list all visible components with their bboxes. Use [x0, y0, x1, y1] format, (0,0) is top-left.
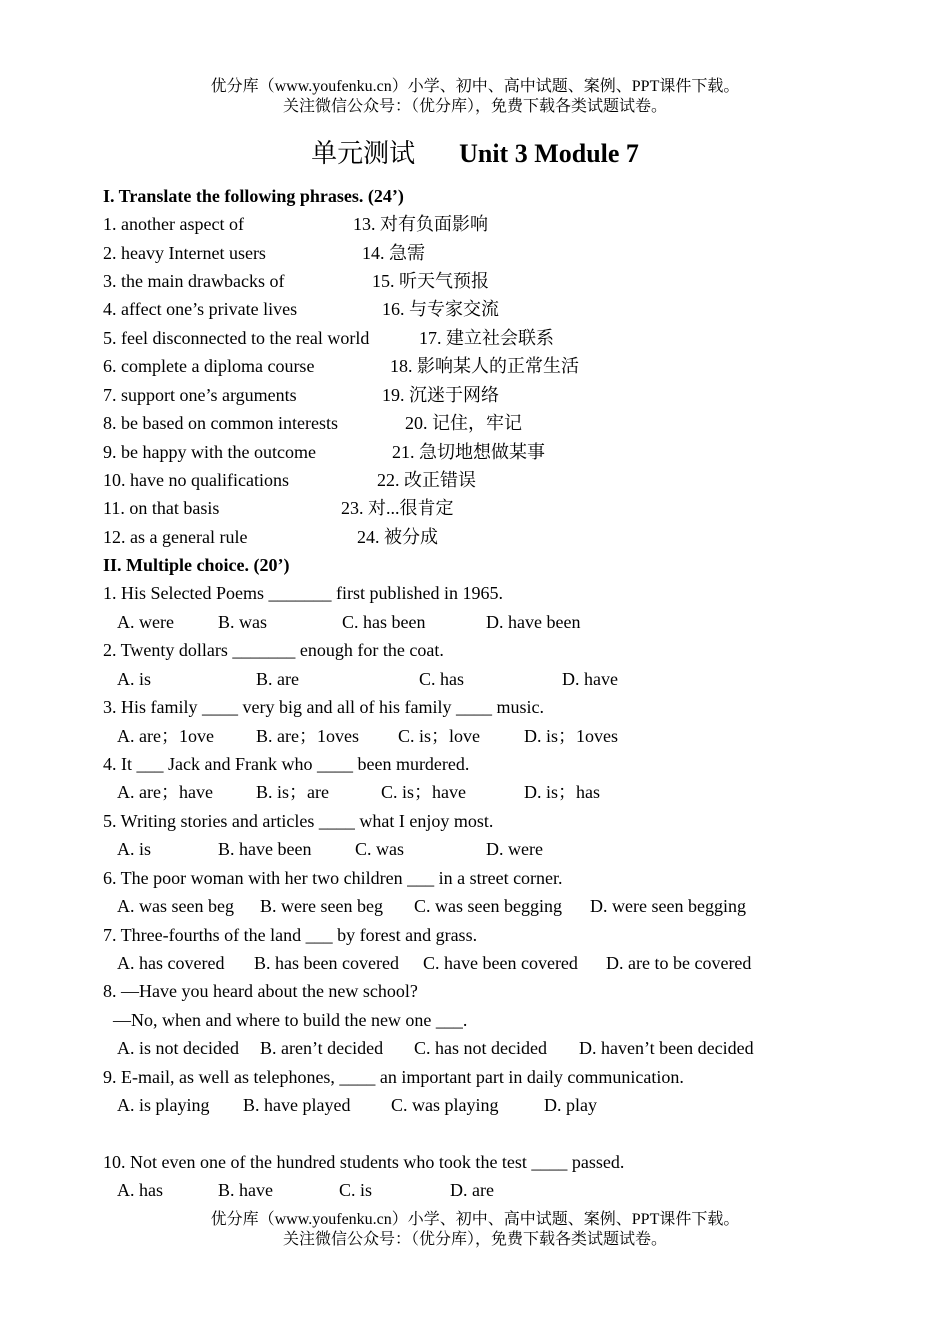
- phrase-item: 21. 急切地想做某事: [392, 442, 545, 462]
- option-c: C. have been covered: [423, 953, 578, 973]
- phrase-item: 5. feel disconnected to the real world: [103, 328, 370, 348]
- title-english: Unit 3 Module 7: [459, 139, 639, 168]
- phrase-item: 11. on that basis: [103, 498, 220, 518]
- phrase-item: 2. heavy Internet users: [103, 243, 266, 263]
- option-c: C. has: [419, 669, 464, 689]
- phrase-item: 23. 对...很肯定: [341, 498, 454, 518]
- option-d: D. is；has: [524, 782, 600, 802]
- option-a: A. are；1ove: [117, 726, 214, 746]
- option-c: C. is；have: [381, 782, 466, 802]
- phrase-item: 14. 急需: [362, 243, 425, 263]
- option-a: A. are；have: [117, 782, 213, 802]
- option-d: D. are to be covered: [606, 953, 752, 973]
- question-text: 4. It ___ Jack and Frank who ____ been murdered.: [103, 754, 470, 774]
- option-a: A. is: [117, 839, 152, 859]
- option-b: B. are: [256, 669, 299, 689]
- option-d: D. is；1oves: [524, 726, 618, 746]
- question-text: 3. His family ____ very big and all of his family ____ music.: [103, 697, 544, 717]
- option-a: A. was seen beg: [117, 896, 234, 916]
- header-line-2: 关注微信公众号：（优分库），免费下载各类试题试卷。: [282, 98, 667, 115]
- option-b: B. have: [218, 1180, 273, 1200]
- section-1-heading: I. Translate the following phrases. (24’): [103, 186, 404, 206]
- option-b: B. have been: [218, 839, 312, 859]
- phrase-item: 24. 被分成: [357, 527, 438, 547]
- question-text: 1. His Selected Poems _______ first published in 1965.: [103, 583, 503, 603]
- option-b: B. is；are: [256, 782, 329, 802]
- phrase-item: 15. 听天气预报: [372, 271, 489, 291]
- option-a: A. has covered: [117, 953, 225, 973]
- option-d: D. are: [450, 1180, 494, 1200]
- option-c: C. is；love: [398, 726, 481, 746]
- phrase-item: 4. affect one’s private lives: [103, 299, 298, 319]
- option-b: B. have played: [243, 1095, 351, 1115]
- phrase-item: 22. 改正错误: [377, 470, 476, 490]
- phrase-item: 9. be happy with the outcome: [103, 442, 316, 462]
- footer-line-1: 优分库（www.youfenku.cn）小学、初中、高中试题、案例、PPT课件下载。: [210, 1211, 740, 1228]
- question-text: 2. Twenty dollars _______ enough for the coat.: [103, 640, 444, 660]
- phrase-item: 13. 对有负面影响: [353, 214, 488, 234]
- option-d: D. have: [562, 669, 618, 689]
- phrase-item: 19. 沉迷于网络: [382, 385, 499, 405]
- option-d: D. play: [544, 1095, 597, 1115]
- option-d: D. were seen begging: [590, 896, 746, 916]
- question-text: 8. —Have you heard about the new school?: [103, 981, 418, 1001]
- question-text-continued: —No, when and where to build the new one ___.: [113, 1010, 468, 1030]
- option-a: A. is not decided: [117, 1038, 239, 1058]
- option-a: A. has: [117, 1180, 163, 1200]
- option-c: C. was playing: [391, 1095, 499, 1115]
- option-b: B. aren’t decided: [260, 1038, 384, 1058]
- phrase-item: 6. complete a diploma course: [103, 356, 315, 376]
- phrase-item: 3. the main drawbacks of: [103, 271, 285, 291]
- footer-line-2: 关注微信公众号：（优分库），免费下载各类试题试卷。: [282, 1231, 667, 1248]
- option-a: A. were: [117, 612, 174, 632]
- option-c: C. is: [339, 1180, 373, 1200]
- option-d: D. were: [486, 839, 543, 859]
- option-d: D. haven’t been decided: [579, 1038, 754, 1058]
- phrase-item: 1. another aspect of: [103, 214, 244, 234]
- title-chinese: 单元测试: [311, 139, 416, 168]
- phrase-item: 17. 建立社会联系: [419, 328, 554, 348]
- phrase-item: 18. 影响某人的正常生活: [390, 356, 579, 376]
- question-text: 6. The poor woman with her two children ___ in a street corner.: [103, 868, 563, 888]
- option-b: B. has been covered: [254, 953, 399, 973]
- option-c: C. was seen begging: [414, 896, 562, 916]
- phrase-item: 7. support one’s arguments: [103, 385, 297, 405]
- phrase-item: 12. as a general rule: [103, 527, 248, 547]
- phrase-item: 10. have no qualifications: [103, 470, 289, 490]
- option-c: C. has been: [342, 612, 426, 632]
- question-text: 7. Three-fourths of the land ___ by forest and grass.: [103, 925, 478, 945]
- option-d: D. have been: [486, 612, 581, 632]
- question-text: 9. E-mail, as well as telephones, ____ an important part in daily communication.: [103, 1067, 684, 1087]
- option-b: B. were seen beg: [260, 896, 383, 916]
- phrase-item: 20. 记住，牢记: [405, 413, 522, 433]
- question-text: 10. Not even one of the hundred students who took the test ____ passed.: [103, 1152, 625, 1172]
- phrase-item: 8. be based on common interests: [103, 413, 338, 433]
- page-title: [0, 137, 950, 171]
- option-c: C. has not decided: [414, 1038, 547, 1058]
- phrase-item: 16. 与专家交流: [382, 299, 499, 319]
- question-text: 5. Writing stories and articles ____ what I enjoy most.: [103, 811, 494, 831]
- option-b: B. are；1oves: [256, 726, 359, 746]
- option-a: A. is: [117, 669, 152, 689]
- section-2-heading: II. Multiple choice. (20’): [103, 555, 290, 575]
- header-line-1: 优分库（www.youfenku.cn）小学、初中、高中试题、案例、PPT课件下载。: [210, 78, 740, 95]
- option-c: C. was: [355, 839, 404, 859]
- option-a: A. is playing: [117, 1095, 210, 1115]
- option-b: B. was: [218, 612, 267, 632]
